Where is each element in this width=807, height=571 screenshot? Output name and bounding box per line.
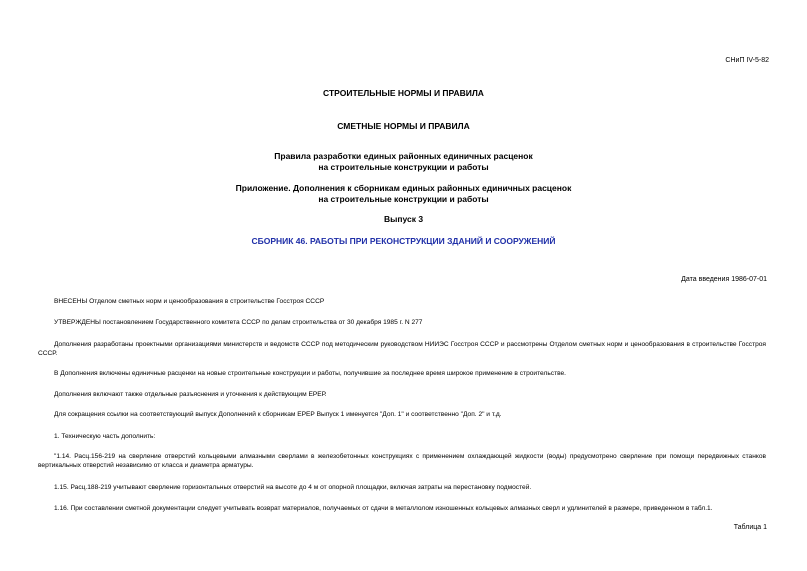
table-label: Таблица 1 bbox=[733, 524, 767, 531]
issue-number: Выпуск 3 bbox=[383, 214, 424, 224]
paragraph-item-1-16: 1.16. При составлении сметной документации следует учитывать возврат материалов, получаемых от сдачи в металлолом изношенных кольцевых алмазных сверл и удлинителей в размере, приведенном в табл.1. bbox=[54, 505, 713, 512]
title-rules-line1: Правила разработки единых районных единичных расценок bbox=[274, 151, 533, 161]
introduction-date: Дата введения 1986-07-01 bbox=[681, 276, 767, 283]
paragraph-technical-part: 1. Техническую часть дополнить: bbox=[54, 433, 156, 440]
paragraph-item-1-15: 1.15. Расц.188-219 учитывают сверление горизонтальных отверстий на высоте до 4 м от опорной площадки, включая затраты на перестановку подмостей. bbox=[54, 484, 532, 491]
title-estimate-norms: СМЕТНЫЕ НОРМЫ И ПРАВИЛА bbox=[337, 121, 470, 131]
paragraph-abbreviations: Для сокращения ссылки на соответствующий выпуск Дополнений к сборникам ЕРЕР Выпуск 1 именуется "Доп. 1" и соответственно "Доп. 2" и т.д. bbox=[54, 411, 502, 418]
paragraph-included: В Дополнения включены единичные расценки на новые строительные конструкции и работы, получившие за последнее время широкое применение в строительстве. bbox=[54, 370, 567, 377]
title-appendix-line1: Приложение. Дополнения к сборникам единых районных единичных расценок bbox=[235, 183, 572, 193]
title-rules-line2: на строительные конструкции и работы bbox=[318, 162, 489, 172]
title-building-norms: СТРОИТЕЛЬНЫЕ НОРМЫ И ПРАВИЛА bbox=[323, 88, 484, 98]
collection-title: СБОРНИК 46. РАБОТЫ ПРИ РЕКОНСТРУКЦИИ ЗДАНИЙ И СООРУЖЕНИЙ bbox=[251, 236, 556, 246]
paragraph-approved: УТВЕРЖДЕНЫ постановлением Государственного комитета СССР по делам строительства от 30 декабря 1985 г. N 277 bbox=[54, 319, 423, 326]
title-appendix-line2: на строительные конструкции и работы bbox=[318, 194, 489, 204]
paragraph-introduced-by: ВНЕСЕНЫ Отделом сметных норм и ценообразования в строительстве Госстроя СССР bbox=[54, 298, 325, 305]
paragraph-developed-by: Дополнения разработаны проектными организациями министерств и ведомств СССР под методическим руководством НИИЭС Госстроя СССР и рассмотрены Отделом сметных норм и ценообразования в строительстве Госстроя СССР. bbox=[38, 341, 766, 357]
paragraph-item-1-14: "1.14. Расц.156-219 на сверление отверстий кольцевыми алмазными сверлами в железобетонных конструкциях с применением охлаждающей жидкости (воды) предусмотрено сверление при помощи передвижных станков вертикальных отверстий независимо от класса и диаметра арматуры. bbox=[38, 453, 766, 469]
document-code: СНиП IV-5-82 bbox=[725, 57, 769, 64]
paragraph-clarifications: Дополнения включают также отдельные разъяснения и уточнения к действующим ЕРЕР. bbox=[54, 391, 327, 398]
